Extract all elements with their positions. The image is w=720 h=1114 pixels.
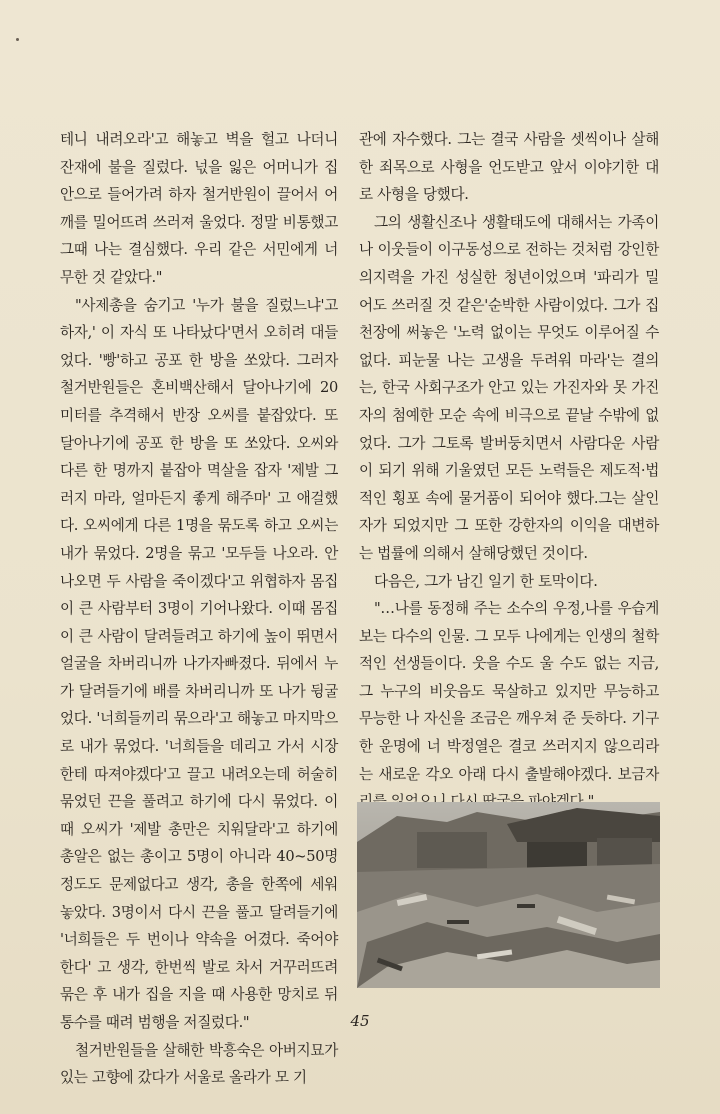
right-paragraph-1: 관에 자수했다. 그는 결국 사람을 셋씩이나 살해한 죄목으로 사형을 언도받고 앞서 이야기한 대로 사형을 당했다. [359,131,659,204]
left-text-column [60,126,338,1092]
demolition-rubble-photo [357,802,660,988]
page-number: 45 [350,1012,370,1030]
left-paragraph-3: 철거반원들을 살해한 박흥숙은 아버지묘가 있는 고향에 갔다가 서울로 올라가 모 기 [60,1041,338,1087]
speck [16,38,19,41]
right-text-column [359,126,659,816]
left-paragraph-2: "사제총을 숨기고 '누가 불을 질렀느냐'고 하자,' 이 자식 또 나타났다'면서 오히려 대들었다. '빵'하고 공포 한 방을 쏘았다. 그러자 철거반원들은 혼비백산해서 달아나기에 20미터를 추격해서 반장 오씨를 붙잡았다. 또 달아나기에 공포 한 방을 또 쏘았다. 오씨와 다른 한 명까지 붙잡아 멱살을 잡자 '제발 그러지 마라, 얼마든지 좋게 해주마' 고 애걸했다. 오씨에게 다른 1명을 묶도록 하고 오씨는 내가 묶었다. 2명을 묶고 '모두들 나오라. 안 나오면 두 사람을 죽이겠다'고 위협하자 몸집이 큰 사람부터 3명이 기어나왔다. 이때 몸집이 큰 사람이 달려들려고 하기에 높이 뛰면서 얼굴을 차버리니까 나가자빠졌다. 뒤에서 누가 달려들기에 배를 차버리니까 또 나가 뒹굴었다. '너희들끼리 묶으라'고 해놓고 마지막으로 내가 묶었다. '너희들을 데리고 가서 시장한테 따져야겠다'고 끌고 내려오는데 허술히 묶었던 끈을 풀려고 하기에 다시 묶었다. 이때 오씨가 '제발 총만은 치워달라'고 하기에 총알은 없는 총이고 5명이 아니라 40~50명 정도도 문제없다고 생각, 총을 한쪽에 세워 놓았다. 3명이서 다시 끈을 풀고 달려들기에 '너희들은 두 번이나 약속을 어겼다. 죽어야 한다' 고 생각, 한번씩 발로 차서 거꾸러뜨려 묶은 후 내가 집을 지을 때 사용한 망치로 뒤통수를 때려 범행을 저질렀다." [60,296,338,1031]
right-paragraph-2: 그의 생활신조나 생활태도에 대해서는 가족이나 이웃들이 이구동성으로 전하는 것처럼 강인한 의지력을 가진 성실한 청년이었으며 '파리가 밀어도 쓰러질 것 같은'순박한 사람이었다. 그가 집 천장에 써놓은 '노력 없이는 무엇도 이루어질 수 없다. 피눈물 나는 고생을 두려워 마라'는 결의는, 한국 사회구조가 안고 있는 가진자와 못 가진자의 첨예한 모순 속에 비극으로 끝날 수밖에 없었다. 그가 그토록 발버둥치면서 사람다운 사람이 되기 위해 기울였던 모든 노력들은 제도적·법적인 횡포 속에 물거품이 되어야 했다.그는 살인자가 되었지만 그 또한 강한자의 이익을 대변하는 법률에 의해서 살해당했던 것이다. [359,213,659,562]
left-paragraph-1: 테니 내려오라'고 해놓고 벽을 헐고 나더니 잔재에 불을 질렀다. 넋을 잃은 어머니가 집안으로 들어가려 하자 철거반원이 끌어서 어깨를 밀어뜨려 쓰러져 울었다. 정말 비통했고 그때 나는 결심했다. 우리 같은 서민에게 너무한 것 같았다." [60,131,338,286]
right-paragraph-3: 다음은, 그가 남긴 일기 한 토막이다. [374,572,598,590]
right-paragraph-4: "…나를 동정해 주는 소수의 우정,나를 우습게 보는 다수의 인물. 그 모두 나에게는 인생의 철학적인 선생들이다. 웃을 수도 울 수도 없는 지금, 그 누구의 비웃음도 묵살하고 있지만 무능하고 무능한 나 자신을 조금은 깨우쳐 준 듯하다. 기구한 운명에 너 박정열은 결코 쓰러지지 않으리라는 새로운 각오 아래 다시 출발해야겠다. 보금자 [359,600,659,783]
